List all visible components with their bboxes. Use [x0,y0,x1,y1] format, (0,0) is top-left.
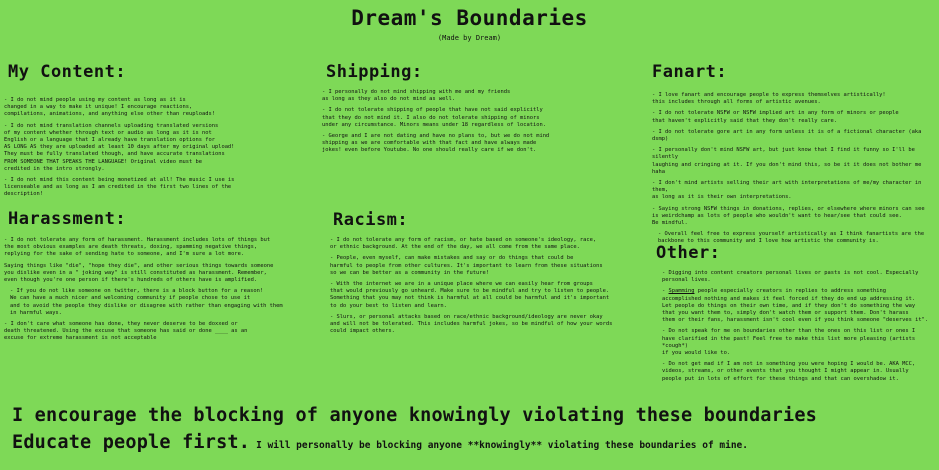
racism-paragraph: - Slurs, or personal attacks based on race/ethnic background/ideology are never okay and will not be tolerated. This includes harmful jokes, so be mindful of how your words could impact others. [330,313,613,335]
fanart-paragraph: - I love fanart and encourage people to express themselves artistically! this includes through all forms of artistic avenues. [652,92,886,106]
footer-educate-text: Educate people first. [12,432,251,453]
racism-heading: Racism: [333,210,409,230]
my-content-section [4,97,304,203]
my-content-paragraph: - I do not mind people using my content as long as it is changed in a way to make it unique! I encourage reactions, compilations, animations, and anything else other than reuploads! [4,97,215,118]
harassment-paragraph: - If you do not like someone on twitter, there is a block button for a reason! We can have a much nicer and welcoming community if people chose to use it and to avoid the people they dislike or disagree with rather than engaging with them in harmful ways. [10,288,283,316]
footer-educate-line [12,432,748,453]
fanart-paragraph: - Saying strong NSFW things in donations, replies, or elsewhere where minors can see is weirdchamp as lots of people who wouldn't want to hear/see that could see. Be mindful. [652,205,925,227]
fanart-paragraph: - I personally don't mind NSFW art, but just know that I find it funny so I'll be silently laughing and cringing at it. If you don't mind this, so be it it does not bother me haha [652,147,922,175]
harassment-paragraph: - I do not tolerate any form of harassment. Harassment includes lots of things but the most obvious examples are death threats, doxing, spamming negative things, replying for the sake of sending hate to someone, and I'm sure a lot more. [4,237,271,258]
other-paragraph: - Do not get mad if I am not in something you were hoping I would be. AKA MCC, videos, streams, or other events that you thought I might appear in. Usually people put in lots of effort for these things and that can overshadow it. [662,361,916,382]
other-heading: Other: [656,243,721,263]
other-paragraph: - Spamming people especially creators in replies to address something accomplished nothing and makes it feel forced if they do end up addressing it. Let people do things on their own time, and if they don't do something the way that you want them to, simply don't watch them or support them. Don't harass them or their fans, harassment isn't cool even if you think someone "deserves it". [662,288,929,324]
fanart-paragraph: - I do not tolerate NSFW or NSFW implied art in any form of minors or people that haven't explicitly said that they don't really care. [652,110,899,124]
shipping-paragraph: - George and I are not dating and have no plans to, but we do not mind shipping as we are comfortable with that fact and have always made jokes! even before Youtube. No one should really care if we don't. [322,133,550,154]
footer-personal-blocking-text: I will personally be blocking anyone **knowingly** violating these boundaries of mine. [256,440,748,451]
harassment-section [4,237,304,347]
racism-paragraph: - People, even myself, can make mistakes and say or do things that could be harmful to people from other cultures. It's important to learn from these situations so we can be better as a community in the future! [330,255,603,276]
shipping-paragraph: - I personally do not mind shipping with me and my friends as long as they also do not mind as well. [322,89,511,103]
other-paragraph-rest: people especially creators in replies to address something accomplished nothing and makes it feel forced if they do end up addressing it. Let people do things on their own time, and if they don't do something the way that you want them to, simply don't watch them or support them. Don't harass them or their fans, harassment isn't cool even if you think someone "deserves it". [662,288,929,324]
fanart-paragraph: - Overall feel free to express yourself artistically as I think fanartists are the backbone to this community and I love how artistic the community is. [658,231,925,245]
shipping-section [322,89,622,159]
other-section [662,270,938,387]
my-content-paragraph: - I do not mind this content being monetized at all! The music I use is licenseable and as long as I am credited in the first two lines of the description! [4,177,235,198]
fanart-paragraph: - I don't mind artists selling their art with interpretations of me/my character in them, as long as it is their own interpretations. [652,180,922,201]
fanart-heading: Fanart: [652,62,728,82]
my-content-heading: My Content: [8,62,127,82]
page-title: Dream's Boundaries [351,6,588,30]
harassment-paragraph: - I don't care what someone has done, they never deserve to be doxxed or death threatened. Using the excuse that someone has said or done ____ as an excuse for extreme harassment is not acceptable [4,321,248,342]
harassment-heading: Harassment: [8,209,127,229]
shipping-heading: Shipping: [326,62,423,82]
fanart-paragraph: - I do not tolerate gore art in any form unless it is of a fictional character (aka dsmp) [652,128,922,143]
my-content-paragraph: - I do not mind translation channels uploading translated versions of my content whether through text or audio as long as it is not English or a language that I already have translation options for AS LONG AS they are uploaded at least 10 days after my original upload! They must be fully translated though, and have accurate translations FROM SOMEONE THAT SPEAKS THE LANGUAGE! Original video must be credited in the intro strongly. [4,122,235,172]
page-subtitle: (Made by Dream) [437,34,502,42]
fanart-section [652,92,937,250]
footer-blocking-statement: I encourage the blocking of anyone knowingly violating these boundaries [12,405,817,426]
harassment-paragraph: Saying things like "die", "hope they die", and other serious things towards someone you dislike even in a " joking way" is still constituted as harassment. Remember, even though you're one person if there's hundreds of others have is amplified. [4,262,274,284]
shipping-paragraph: - I do not tolerate shipping of people that have not said explicitly that they do not mind it. I also do not tolerate shipping of minors under any circumstance. Minors means under 18 regardless of location. [322,107,546,128]
racism-paragraph: - With the internet we are in a unique place where we can easily hear from groups that would previously go unheard. Make sure to be mindful and try to listen to people. Something that you may not think is harmful at all could be harmful and it's important to do your best to listen and learn. [330,281,610,309]
other-paragraph: - Digging into content creators personal lives or pasts is not cool. Especially personal lives. [662,270,919,284]
spamming-underlined-text: Spamming [668,288,695,295]
racism-section [330,237,630,339]
other-paragraph: - Do not speak for me on boundaries other than the ones on this list or ones I have clarified in the past! Feel free to make this list more pleasing (artists *cough*) if you would like to. [662,328,916,357]
racism-paragraph: - I do not tolerate any form of racism, or hate based on someone's ideology, race, or ethnic background. At the end of the day, we all come from the same place. [330,237,597,251]
